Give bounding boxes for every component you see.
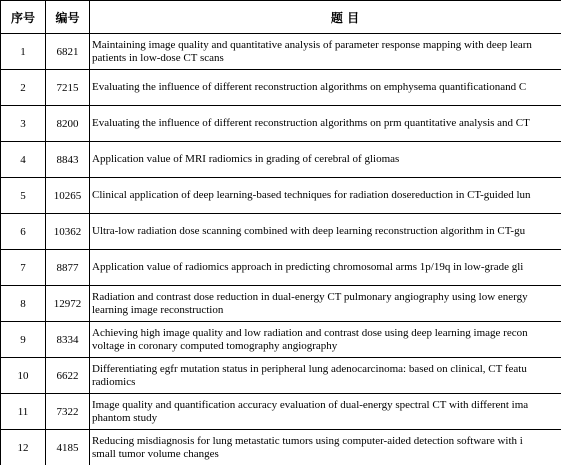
table-row [1,394,561,430]
paper-number-cell[interactable]: 10362 [46,214,90,250]
row-index-cell[interactable]: 11 [1,394,46,430]
table-row [1,70,561,106]
paper-title-cell[interactable] [90,322,561,358]
paper-title-line: Differentiating egfr mutation status in peripheral lung adenocarcinoma: based on clinical, CT featu [92,362,527,375]
paper-title-line: Image quality and quantification accuracy evaluation of dual-energy spectral CT with different ima [92,398,529,411]
paper-title-line: voltage in coronary computed tomography angiography [92,339,338,352]
paper-number-cell[interactable]: 8843 [46,142,90,178]
header-row [1,1,561,34]
paper-title-line: Evaluating the influence of different reconstruction algorithms on emphysema quantificationand C [92,81,527,93]
row-index-cell[interactable]: 5 [1,178,46,214]
paper-title-cell[interactable] [90,178,561,214]
row-index-cell[interactable]: 8 [1,286,46,322]
paper-number-cell[interactable]: 7215 [46,70,90,106]
paper-number-cell[interactable]: 8200 [46,106,90,142]
paper-number-cell[interactable]: 4185 [46,430,90,465]
paper-title-line: patients in low-dose CT scans [92,51,224,64]
paper-number-cell[interactable]: 8334 [46,322,90,358]
table-row [1,106,561,142]
table-row [1,250,561,286]
table-row [1,430,561,465]
paper-title-line: Evaluating the influence of different reconstruction algorithms on prm quantitative analysis and CT [92,117,530,129]
number-column-header[interactable]: 编号 [46,1,90,34]
row-index-cell[interactable]: 9 [1,322,46,358]
paper-title-line: Application value of radiomics approach in predicting chromosomal arms 1p/19q in low-grade gli [92,261,524,273]
paper-title-line: learning image reconstruction [92,303,224,316]
paper-title-cell[interactable] [90,286,561,322]
row-index-cell[interactable]: 4 [1,142,46,178]
paper-number-cell[interactable]: 8877 [46,250,90,286]
paper-number-cell[interactable]: 10265 [46,178,90,214]
table-row [1,286,561,322]
table-row [1,214,561,250]
paper-title-cell[interactable] [90,250,561,286]
paper-title-line: Application value of MRI radiomics in grading of cerebral of gliomas [92,153,400,165]
paper-title-line: Achieving high image quality and low radiation and contrast dose using deep learning image recon [92,326,528,339]
table-row [1,34,561,70]
paper-title-line: phantom study [92,411,158,424]
index-column-header[interactable]: 序号 [1,1,46,34]
paper-title-cell[interactable] [90,34,561,70]
paper-title-line: Ultra-low radiation dose scanning combined with deep learning reconstruction algorithm in CT-gu [92,225,526,237]
paper-title-cell[interactable] [90,106,561,142]
paper-title-line: Clinical application of deep learning-based techniques for radiation dosereduction in CT-guided lun [92,189,531,201]
paper-title-cell[interactable] [90,214,561,250]
row-index-cell[interactable]: 7 [1,250,46,286]
table-body [1,34,561,465]
row-index-cell[interactable]: 1 [1,34,46,70]
paper-title-cell[interactable] [90,430,561,465]
table-row [1,178,561,214]
paper-title-line: small tumor volume changes [92,447,219,460]
paper-number-cell[interactable]: 6821 [46,34,90,70]
paper-title-line: Radiation and contrast dose reduction in dual-energy CT pulmonary angiography using low energy [92,290,528,303]
paper-title-cell[interactable] [90,358,561,394]
table-row [1,142,561,178]
paper-title-line: radiomics [92,375,136,388]
table-row [1,322,561,358]
row-index-cell[interactable]: 2 [1,70,46,106]
paper-title-cell[interactable] [90,70,561,106]
paper-title-cell[interactable] [90,142,561,178]
title-column-header[interactable]: 题 目 [90,1,561,34]
row-index-cell[interactable]: 6 [1,214,46,250]
table-row [1,358,561,394]
paper-number-cell[interactable]: 7322 [46,394,90,430]
row-index-cell[interactable]: 12 [1,430,46,465]
paper-number-cell[interactable]: 6622 [46,358,90,394]
paper-title-cell[interactable] [90,394,561,430]
paper-title-line: Reducing misdiagnosis for lung metastatic tumors using computer-aided detection software with i [92,434,523,447]
paper-number-cell[interactable]: 12972 [46,286,90,322]
paper-title-line: Maintaining image quality and quantitative analysis of parameter response mapping with deep learn [92,38,532,51]
row-index-cell[interactable]: 10 [1,358,46,394]
row-index-cell[interactable]: 3 [1,106,46,142]
